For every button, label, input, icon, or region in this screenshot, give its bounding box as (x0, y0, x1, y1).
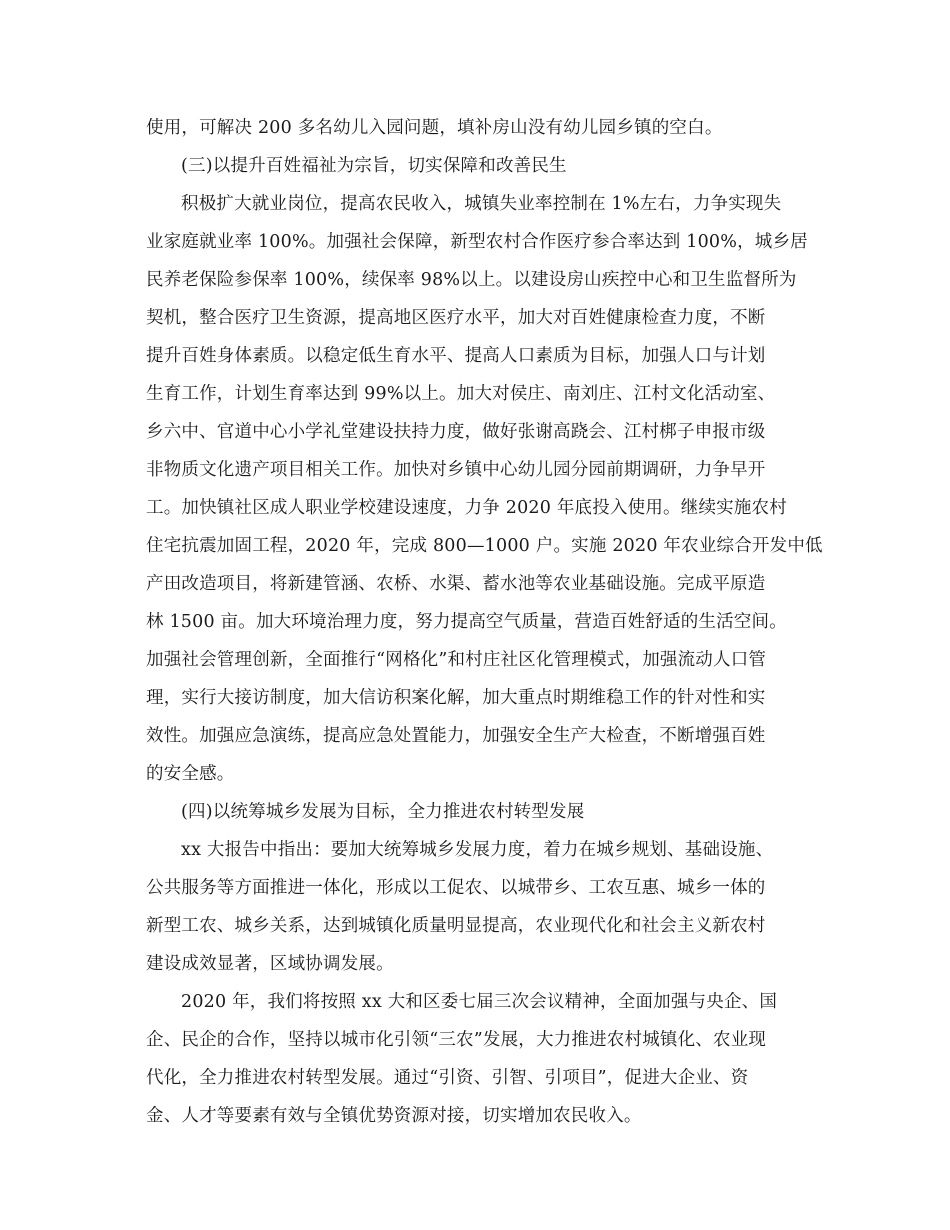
text-line: 非物质文化遗产项目相关工作。加快对乡镇中心幼儿园分园前期调研，力争早开 (146, 460, 766, 480)
text-line: 代化，全力推进农村转型发展。通过“引资、引智、引项目”，促进大企业、资 (146, 1068, 749, 1088)
text-line: 新型工农、城乡关系，达到城镇化质量明显提高，农业现代化和社会主义新农村 (146, 916, 766, 936)
text-line: 乡六中、官道中心小学礼堂建设扶持力度，做好张谢高跷会、江村梆子申报市级 (146, 422, 766, 442)
text-line: 民养老保险参保率 100%，续保率 98%以上。以建设房山疾控中心和卫生监督所为 (146, 270, 797, 290)
text-line: 工。加快镇社区成人职业学校建设速度，力争 2020 年底投入使用。继续实施农村 (146, 498, 787, 518)
text-line: 林 1500 亩。加大环境治理力度，努力提高空气质量，营造百姓舒适的生活空间。 (146, 612, 787, 632)
text-line: 业家庭就业率 100%。加强社会保障，新型农村合作医疗参合率达到 100%，城乡居 (146, 232, 808, 252)
paragraph-first-line: 2020 年，我们将按照 xx 大和区委七届三次会议精神，全面加强与央企、国 (181, 992, 778, 1012)
paragraph-first-line: 积极扩大就业岗位，提高农民收入，城镇失业率控制在 1%左右，力争实现失 (181, 194, 782, 214)
text-line: 加强社会管理创新，全面推行“网格化”和村庄社区化管理模式，加强流动人口管 (146, 650, 767, 670)
section-heading: (四)以统筹城乡发展为目标，全力推进农村转型发展 (181, 802, 585, 822)
text-line: 公共服务等方面推进一体化，形成以工促农、以城带乡、工农互惠、城乡一体的 (146, 878, 766, 898)
text-line: 金、人才等要素有效与全镇优势资源对接，切实增加农民收入。 (146, 1106, 642, 1126)
text-line: 使用，可解决 200 多名幼儿入园问题，填补房山没有幼儿园乡镇的空白。 (146, 118, 723, 138)
text-line: 住宅抗震加固工程，2020 年，完成 800—1000 户。实施 2020 年农业综合开发中低 (146, 536, 823, 556)
text-line: 企、民企的合作，坚持以城市化引领“三农”发展，大力推进农村城镇化、农业现 (146, 1030, 767, 1050)
text-line: 建设成效显著，区域协调发展。 (146, 954, 394, 974)
text-line: 理，实行大接访制度，加大信访积案化解，加大重点时期维稳工作的针对性和实 (146, 688, 766, 708)
text-line: 提升百姓身体素质。以稳定低生育水平、提高人口素质为目标，加强人口与计划 (146, 346, 766, 366)
section-heading: (三)以提升百姓福祉为宗旨，切实保障和改善民生 (181, 156, 567, 176)
paragraph-first-line: xx 大报告中指出：要加大统筹城乡发展力度，着力在城乡规划、基础设施、 (181, 840, 774, 860)
text-line: 生育工作，计划生育率达到 99%以上。加大对侯庄、南刘庄、江村文化活动室、 (146, 384, 776, 404)
text-line: 契机，整合医疗卫生资源，提高地区医疗水平，加大对百姓健康检查力度，不断 (146, 308, 766, 328)
text-line: 产田改造项目，将新建管涵、农桥、水渠、蓄水池等农业基础设施。完成平原造 (146, 574, 766, 594)
text-line: 的安全感。 (146, 764, 235, 784)
text-line: 效性。加强应急演练，提高应急处置能力，加强安全生产大检查，不断增强百姓 (146, 726, 766, 746)
